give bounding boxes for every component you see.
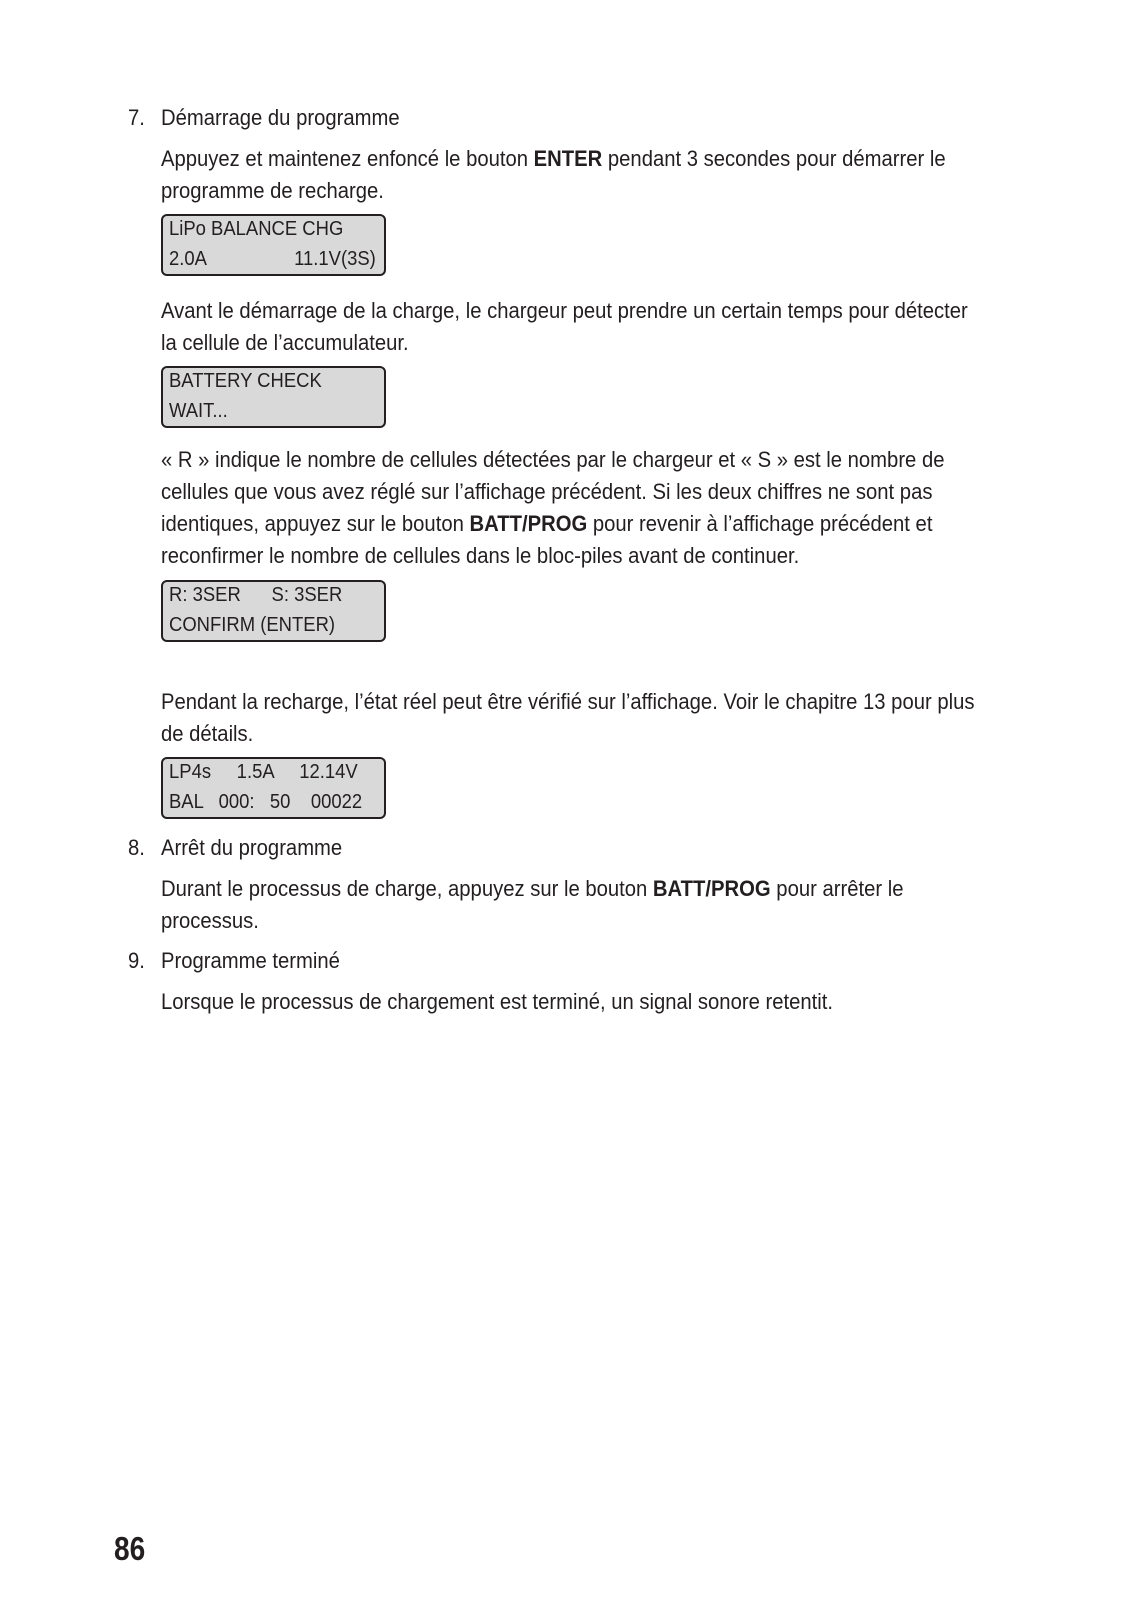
paragraph-line: processus. [161, 908, 259, 933]
lcd-line: BAL 000: 50 00022 [169, 790, 363, 813]
paragraph-line: identiques, appuyez sur le bouton BATT/PROG pour revenir à l’affichage précédent et [161, 511, 933, 536]
paragraph [161, 986, 833, 1018]
lcd-line: R: 3SER S: 3SER [169, 583, 343, 606]
paragraph-line: Lorsque le processus de chargement est terminé, un signal sonore retentit. [161, 989, 834, 1014]
paragraph-line: Appuyez et maintenez enfoncé le bouton ENTER pendant 3 secondes pour démarrer le [161, 146, 946, 171]
paragraph [161, 295, 968, 359]
lcd-display [161, 214, 386, 276]
lcd-line: 2.0A 11.1V(3S) [169, 247, 376, 270]
paragraph [161, 143, 946, 207]
paragraph-line: Avant le démarrage de la charge, le chargeur peut prendre un certain temps pour détecter [161, 298, 968, 323]
paragraph-line: Durant le processus de charge, appuyez sur le bouton BATT/PROG pour arrêter le [161, 876, 904, 901]
step-title: Programme terminé [161, 948, 340, 973]
lcd-display [161, 366, 386, 428]
paragraph [161, 444, 944, 572]
step-number: 7. [128, 105, 145, 130]
paragraph-line: programme de recharge. [161, 178, 384, 203]
paragraph-line: « R » indique le nombre de cellules détectées par le chargeur et « S » est le nombre de [161, 447, 945, 472]
step-title: Arrêt du programme [161, 835, 343, 860]
step-number: 9. [128, 948, 145, 973]
lcd-display [161, 757, 386, 819]
step-title: Démarrage du programme [161, 105, 400, 130]
lcd-line: WAIT... [169, 399, 228, 422]
button-name-enter: ENTER [533, 146, 603, 171]
paragraph-line: cellules que vous avez réglé sur l’affichage précédent. Si les deux chiffres ne sont pas [161, 479, 933, 504]
button-name-batt-prog: BATT/PROG [469, 511, 588, 536]
lcd-line: BATTERY CHECK [169, 369, 322, 392]
step-number: 8. [128, 835, 145, 860]
lcd-line: LP4s 1.5A 12.14V [169, 760, 358, 783]
paragraph-line: la cellule de l’accumulateur. [161, 330, 409, 355]
lcd-line: CONFIRM (ENTER) [169, 613, 336, 636]
paragraph [161, 873, 904, 937]
page-number: 86 [114, 1530, 146, 1567]
paragraph-line: reconfirmer le nombre de cellules dans le bloc-piles avant de continuer. [161, 543, 800, 568]
lcd-display [161, 580, 386, 642]
paragraph [161, 686, 974, 750]
button-name-batt-prog: BATT/PROG [652, 876, 771, 901]
lcd-line: LiPo BALANCE CHG [169, 217, 344, 240]
paragraph-line: de détails. [161, 721, 254, 746]
paragraph-line: Pendant la recharge, l’état réel peut être vérifié sur l’affichage. Voir le chapitre 13 pour plus [161, 689, 975, 714]
